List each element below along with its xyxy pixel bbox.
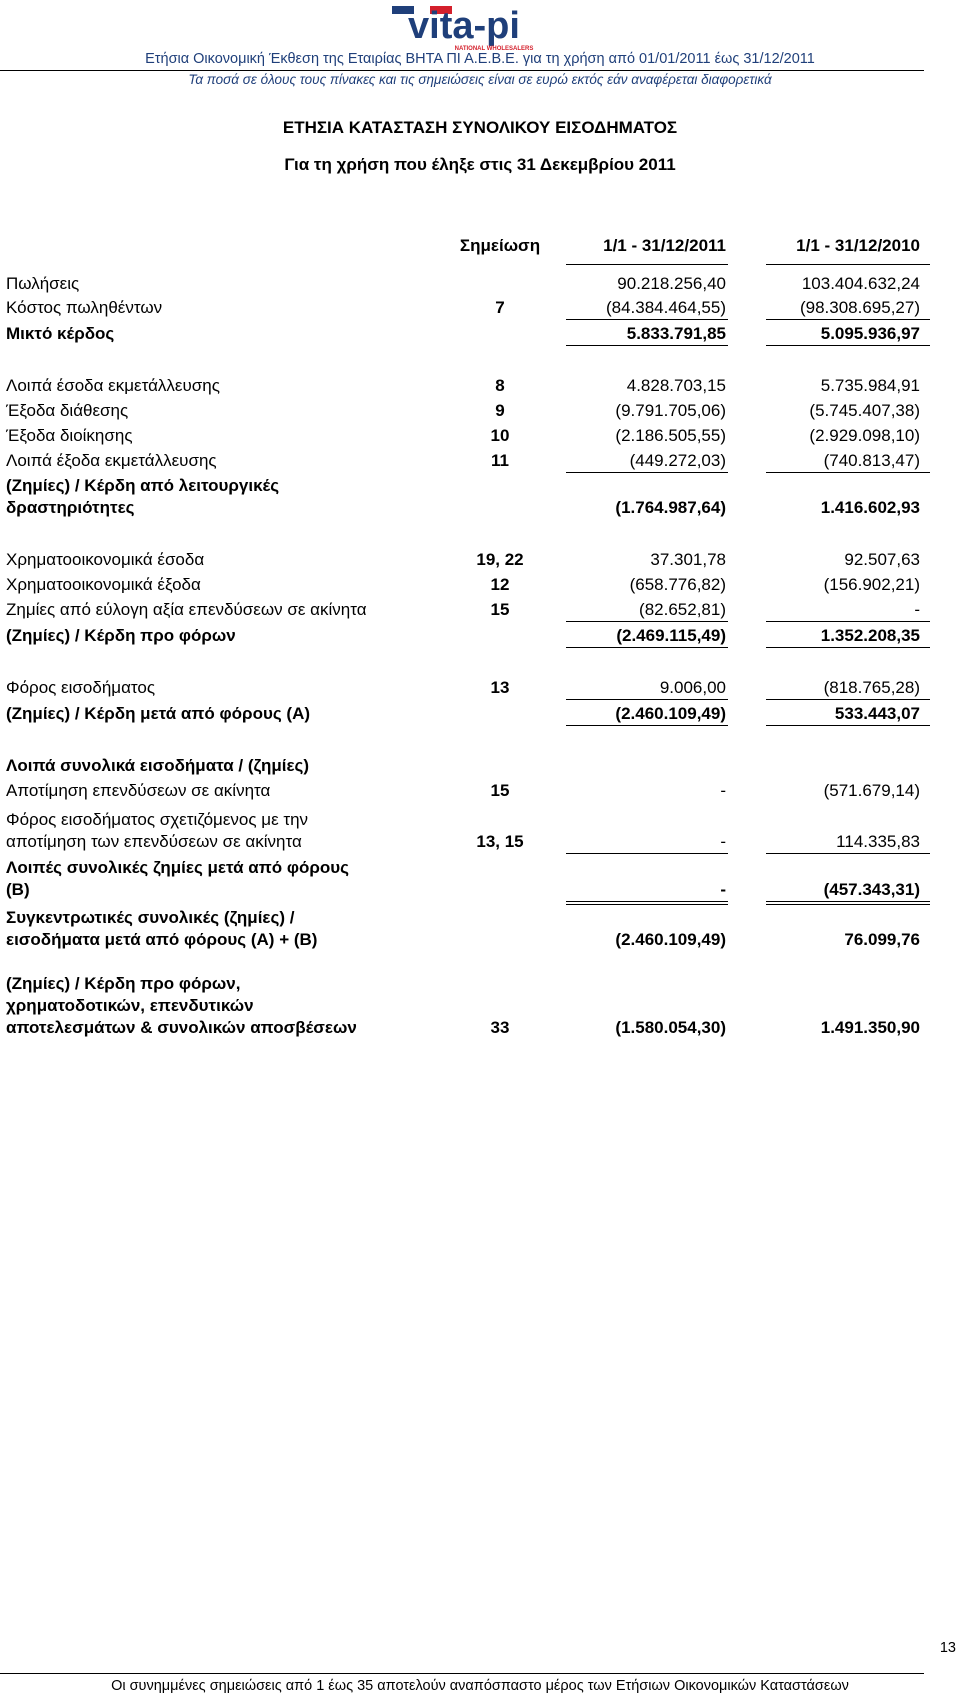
row-value-2010: 5.095.936,97 <box>766 324 930 346</box>
footer-divider <box>0 1673 924 1674</box>
row-label: Λοιπά έσοδα εκμετάλλευσης <box>6 376 220 395</box>
row-label: αποτίμηση των επενδύσεων σε ακίνητα <box>6 832 302 851</box>
row-label: (Ζημίες) / Κέρδη προ φόρων, <box>6 974 241 993</box>
row-value-2010: (98.308.695,27) <box>766 298 930 320</box>
row-label: Λοιπά έξοδα εκμετάλλευσης <box>6 451 217 470</box>
row-value-2011: (2.186.505,55) <box>615 426 726 445</box>
row-label: Λοιπές συνολικές ζημίες μετά από φόρους <box>6 858 350 877</box>
logo-subtitle: NATIONAL WHOLESALERS <box>454 46 534 52</box>
row-value-2011: 4.828.703,15 <box>626 376 726 395</box>
row-note: 9 <box>495 401 505 420</box>
row-label: αποτελεσμάτων & συνολικών αποσβέσεων <box>6 1018 357 1037</box>
row-label: Αποτίμηση επενδύσεων σε ακίνητα <box>6 781 271 800</box>
row-value-2011: 5.833.791,85 <box>566 324 728 346</box>
row-value-2011: 90.218.256,40 <box>617 274 726 293</box>
row-note: 12 <box>490 575 510 594</box>
row-value-2010: (2.929.098,10) <box>809 426 920 445</box>
row-value-2011: (449.272,03) <box>566 451 728 473</box>
row-label: Κόστος πωληθέντων <box>6 298 163 317</box>
row-label: Φόρος εισοδήματος σχετιζόμενος με την <box>6 810 309 829</box>
row-value-2010: (571.679,14) <box>823 781 920 800</box>
row-label: (Ζημίες) / Κέρδη από λειτουργικές <box>6 476 280 495</box>
company-logo <box>344 2 584 52</box>
header-divider <box>0 70 924 71</box>
row-value-2010: 76.099,76 <box>844 930 920 949</box>
row-label: (Ζημίες) / Κέρδη προ φόρων <box>6 626 236 645</box>
row-value-2011: - <box>566 832 728 854</box>
row-label: (Β) <box>6 880 30 899</box>
row-value-2011: (9.791.705,06) <box>615 401 726 420</box>
row-note: 11 <box>491 451 509 470</box>
row-note: 13 <box>490 678 510 697</box>
row-value-2010: 103.404.632,24 <box>801 274 920 293</box>
row-label: Χρηματοοικονομικά έσοδα <box>6 550 205 569</box>
row-note: 15 <box>490 600 510 619</box>
column-header-2010: 1/1 - 31/12/2010 <box>796 236 920 255</box>
row-value-2010: 114.335,83 <box>766 832 930 854</box>
row-label: Πωλήσεις <box>6 274 80 293</box>
row-value-2011: (2.460.109,49) <box>615 930 726 949</box>
row-value-2010: 1.416.602,93 <box>820 498 920 517</box>
row-value-2010: 92.507,63 <box>844 550 920 569</box>
row-note: 13, 15 <box>476 832 524 851</box>
statement-subtitle: Για τη χρήση που έληξε στις 31 Δεκεμβρίου 2011 <box>284 155 676 174</box>
page-number: 13 <box>939 1640 956 1656</box>
row-label: εισοδήματα μετά από φόρους (Α) + (Β) <box>6 930 318 949</box>
row-label: (Ζημίες) / Κέρδη μετά από φόρους (Α) <box>6 704 311 723</box>
row-value-2011: (1.764.987,64) <box>615 498 726 517</box>
row-label: Έξοδα διάθεσης <box>6 401 129 420</box>
row-label: Μικτό κέρδος <box>6 324 115 343</box>
row-note: 33 <box>490 1018 510 1037</box>
row-value-2011: (1.580.054,30) <box>615 1018 726 1037</box>
footer-note: Οι συνημμένες σημειώσεις από 1 έως 35 αποτελούν αναπόσπαστο μέρος των Ετήσιων Οικονομικών Καταστάσεων <box>111 1678 849 1694</box>
row-value-2010: (740.813,47) <box>766 451 930 473</box>
column-header-2011: 1/1 - 31/12/2011 <box>603 236 726 255</box>
row-value-2010: (5.745.407,38) <box>809 401 920 420</box>
row-value-2010: 1.352.208,35 <box>766 626 930 648</box>
row-note: 10 <box>490 426 510 445</box>
row-label: Χρηματοοικονομικά έξοδα <box>6 575 201 594</box>
row-value-2010: (457.343,31) <box>766 880 930 905</box>
row-note: 15 <box>490 781 510 800</box>
row-value-2011: (2.469.115,49) <box>566 626 728 648</box>
row-value-2011: - <box>566 880 728 905</box>
report-header-line: Ετήσια Οικονομική Έκθεση της Εταιρίας ΒΗΤΑ ΠΙ Α.Ε.Β.Ε. για τη χρήση από 01/01/2011 έως 31/12/2011 <box>145 51 815 67</box>
row-note: 7 <box>495 298 505 317</box>
row-value-2010: (156.902,21) <box>823 575 920 594</box>
row-value-2010: - <box>766 600 930 622</box>
row-label: Φόρος εισοδήματος <box>6 678 156 697</box>
row-value-2011: 37.301,78 <box>650 550 726 569</box>
logo-text: vita-pi <box>408 5 520 47</box>
currency-note: Τα ποσά σε όλους τους πίνακες και τις σημειώσεις είναι σε ευρώ εκτός εάν αναφέρεται διαφορετικά <box>188 72 772 87</box>
row-label: χρηματοδοτικών, επενδυτικών <box>6 996 254 1015</box>
row-value-2010: 1.491.350,90 <box>820 1018 920 1037</box>
row-value-2010: 533.443,07 <box>766 704 930 726</box>
row-value-2011: 9.006,00 <box>566 678 728 700</box>
row-label: Συγκεντρωτικές συνολικές (ζημίες) / <box>6 908 295 927</box>
row-label: Λοιπά συνολικά εισοδήματα / (ζημίες) <box>6 756 310 775</box>
row-note: 19, 22 <box>476 550 524 569</box>
row-label: Ζημίες από εύλογη αξία επενδύσεων σε ακίνητα <box>6 600 367 619</box>
column-header-rule-2010 <box>766 264 930 265</box>
row-value-2011: (82.652,81) <box>566 600 728 622</box>
column-header-note: Σημείωση <box>459 236 541 255</box>
column-header-rule-2011 <box>566 264 728 265</box>
row-value-2011: - <box>720 781 726 800</box>
row-value-2011: (2.460.109,49) <box>566 704 728 726</box>
row-note: 8 <box>495 376 505 395</box>
row-label: Έξοδα διοίκησης <box>6 426 133 445</box>
row-label: δραστηριότητες <box>6 498 135 517</box>
row-value-2010: 5.735.984,91 <box>820 376 920 395</box>
row-value-2010: (818.765,28) <box>766 678 930 700</box>
statement-title: ΕΤΗΣΙΑ ΚΑΤΑΣΤΑΣΗ ΣΥΝΟΛΙΚΟΥ ΕΙΣΟΔΗΜΑΤΟΣ <box>282 118 678 137</box>
row-value-2011: (84.384.464,55) <box>566 298 728 320</box>
row-value-2011: (658.776,82) <box>629 575 726 594</box>
